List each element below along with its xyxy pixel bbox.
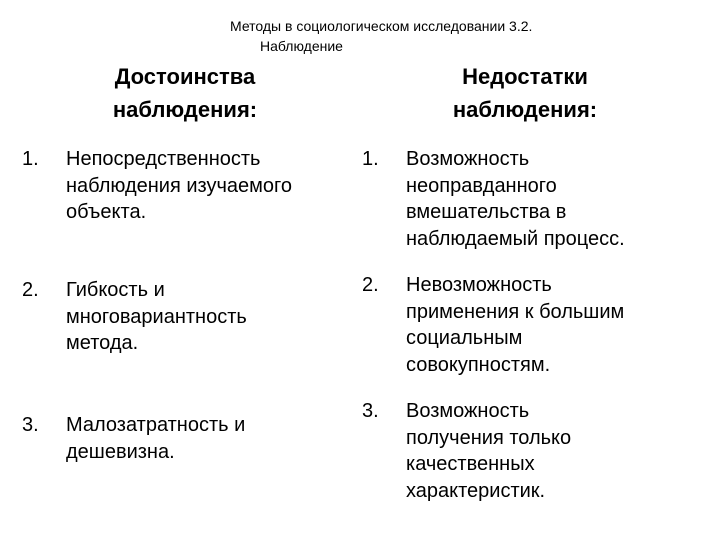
disadvantages-title-line-1: Недостатки bbox=[462, 64, 588, 89]
disadvantage-item-line: наблюдаемый процесс. bbox=[406, 227, 625, 250]
advantage-item-line: Малозатратность и bbox=[66, 414, 246, 436]
header-line-2: Наблюдение bbox=[260, 38, 343, 54]
advantage-item-line: дешевизна. bbox=[66, 440, 175, 463]
disadvantage-item-line: Возможность bbox=[406, 400, 530, 422]
advantage-item-number: 3. bbox=[22, 414, 39, 436]
disadvantages-title bbox=[400, 60, 650, 126]
disadvantage-item-line: характеристик. bbox=[406, 479, 546, 502]
advantage-item-number: 2. bbox=[22, 279, 39, 301]
disadvantage-item-line: совокупностям. bbox=[406, 353, 551, 376]
advantage-item-line: Непосредственность bbox=[66, 148, 261, 170]
disadvantage-item-line: Возможность bbox=[406, 148, 530, 170]
advantage-item-line: многовариантность bbox=[66, 305, 247, 328]
disadvantage-item-line: социальным bbox=[406, 327, 523, 349]
disadvantage-item-line: применения к большим bbox=[406, 300, 625, 323]
disadvantage-item-line: неоправданного bbox=[406, 174, 557, 197]
advantage-item-line: наблюдения изучаемого bbox=[66, 174, 292, 197]
disadvantage-item-number: 1. bbox=[362, 148, 379, 170]
disadvantages-title-line-2: наблюдения: bbox=[452, 97, 598, 122]
advantages-title bbox=[60, 60, 310, 126]
disadvantage-item-number: 3. bbox=[362, 400, 379, 422]
advantages-title-line-1: Достоинства bbox=[114, 64, 256, 89]
disadvantage-item-line: Невозможность bbox=[406, 274, 552, 296]
disadvantage-item-line: качественных bbox=[406, 453, 535, 475]
advantages-title-line-2: наблюдения: bbox=[112, 97, 258, 122]
advantage-item-line: Гибкость и bbox=[66, 279, 165, 301]
slide-header bbox=[230, 16, 690, 56]
advantage-item-line: метода. bbox=[66, 332, 139, 354]
advantage-item-number: 1. bbox=[22, 148, 39, 170]
disadvantage-item-line: вмешательства в bbox=[406, 201, 567, 223]
disadvantage-item-line: получения только bbox=[406, 426, 572, 449]
disadvantage-item-number: 2. bbox=[362, 274, 379, 296]
advantage-item-line: объекта. bbox=[66, 201, 147, 223]
header-line-1: Методы в социологическом исследовании 3.2. bbox=[230, 18, 533, 34]
